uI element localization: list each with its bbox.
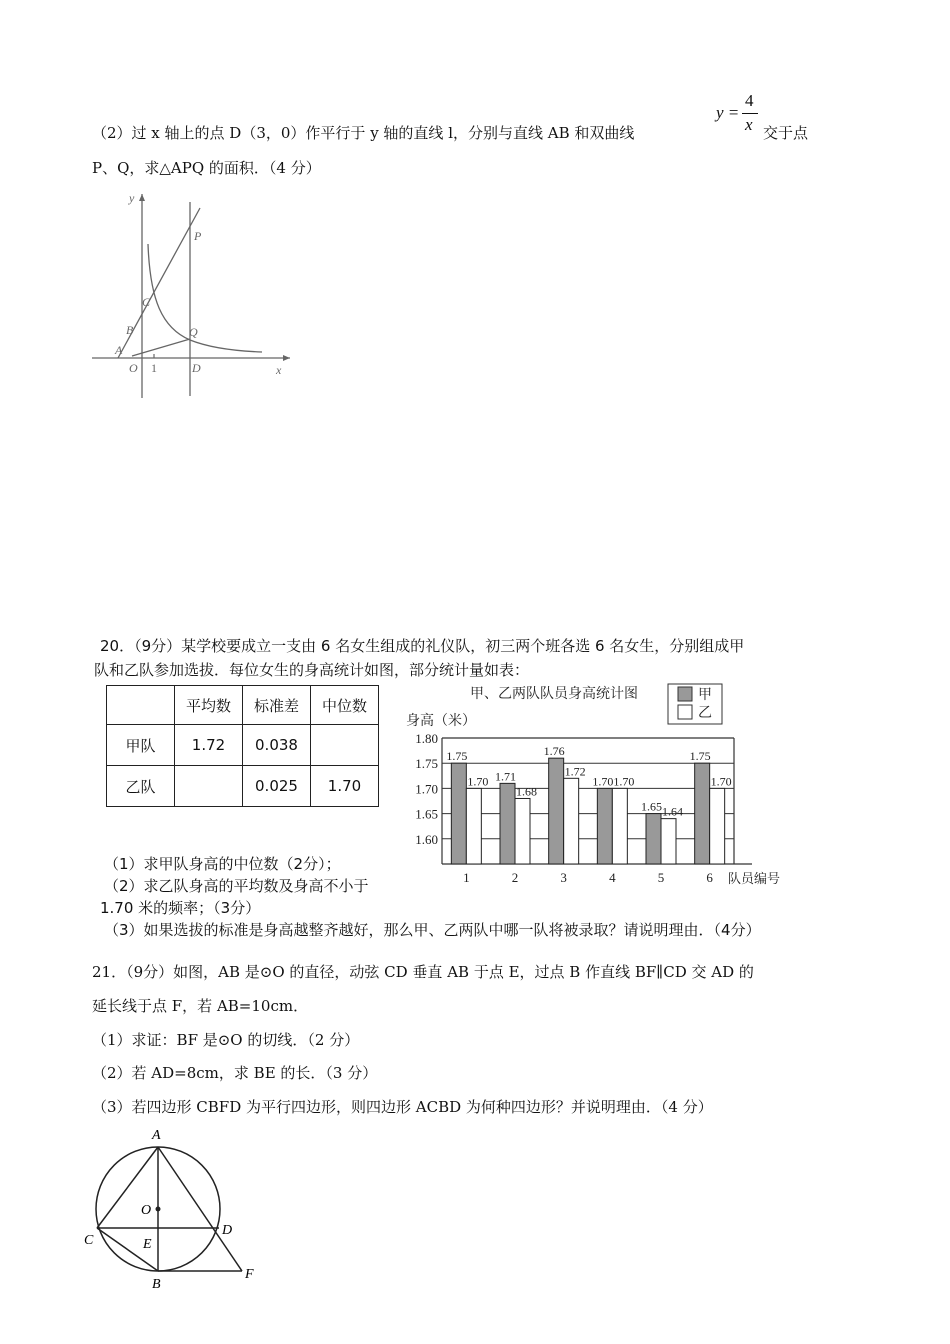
q19-part2-tail: 交于点 (763, 124, 809, 142)
y-tick-label: 1.70 (415, 781, 438, 797)
table-cell: 甲队 (107, 725, 175, 766)
y-tick-label: 1.60 (415, 831, 438, 847)
bar-yi (710, 788, 725, 864)
stats-table (106, 685, 379, 807)
table-cell: 乙队 (107, 766, 175, 807)
q21-line1: 21．（9分）如图，AB 是⊙O 的直径，动弦 CD 垂直 AB 于点 E，过点 B 作直线 BF∥CD 交 AD 的 (92, 963, 754, 981)
formula-denominator: x (745, 115, 753, 134)
legend-box (668, 684, 722, 724)
y-tick-label: 1.80 (415, 731, 438, 746)
table-cell: 0.025 (243, 766, 311, 807)
x-tick-label: 2 (511, 870, 519, 885)
table-header-row (107, 686, 379, 725)
bar-jia (695, 763, 710, 864)
table-cell (311, 725, 379, 766)
data-label: 1.70 (467, 774, 489, 789)
bar-jia (500, 783, 515, 864)
y-tick-label: 1.65 (415, 806, 438, 822)
label-y: y (129, 191, 135, 205)
bar-jia (646, 814, 661, 864)
bar-jia (597, 788, 612, 864)
q20-line2: 队和乙队参加选拔．每位女生的身高统计如图，部分统计量如表： (94, 661, 530, 679)
q21-line2: 延长线于点 F，若 AB=10cm． (92, 997, 309, 1015)
label-one: 1 (151, 361, 157, 375)
formula-numerator: 4 (745, 91, 754, 110)
x-tick-label: 4 (609, 870, 616, 885)
q19-figure (84, 188, 299, 403)
data-label: 1.68 (516, 784, 537, 799)
bar-yi (612, 788, 627, 864)
x-tick-label: 6 (706, 870, 713, 885)
x-axis-label: 队员编号 (728, 871, 781, 886)
table-header-cell: 平均数 (175, 686, 243, 725)
label-d: D (192, 361, 201, 375)
segment-af (158, 1147, 242, 1271)
q20-question1: （1）求甲队身高的中位数（2分）； (104, 855, 341, 873)
bar-yi (466, 788, 481, 864)
data-label: 1.76 (543, 744, 565, 759)
bar-yi (661, 819, 676, 864)
legend-label: 甲 (698, 688, 712, 703)
table-header-cell: 中位数 (311, 686, 379, 725)
label-x: x (276, 363, 282, 377)
table-cell: 1.72 (175, 725, 243, 766)
bar-yi (515, 798, 530, 864)
data-label: 1.71 (495, 769, 516, 784)
label-c: C (142, 295, 151, 309)
data-label: 1.70 (613, 774, 635, 789)
data-label: 1.70 (592, 774, 614, 789)
label-q: Q (189, 325, 198, 339)
data-label: 1.72 (564, 764, 586, 779)
label-b: B (152, 1277, 161, 1292)
label-d: D (222, 1223, 233, 1238)
bar-jia (451, 763, 466, 864)
table-header-cell (107, 686, 175, 725)
table-row (107, 766, 379, 807)
y-axis-arrow (139, 194, 145, 201)
table-header-cell: 标准差 (243, 686, 311, 725)
bar-yi (564, 778, 579, 864)
q21-part3: （3）若四边形 CBFD 为平行四边形，则四边形 ACBD 为何种四边形？并说明理由．（4 分） (92, 1098, 713, 1116)
table-cell: 0.038 (243, 725, 311, 766)
q19-part2-line2: P、Q，求△APQ 的面积．（4 分） (92, 159, 321, 177)
label-a: A (115, 343, 123, 357)
y-tick-label: 1.75 (415, 756, 438, 772)
bar-jia (549, 758, 564, 864)
label-a: A (152, 1128, 161, 1143)
label-o: O (141, 1203, 152, 1218)
q20-question2-line2: 1.70 米的频率；（3分） (100, 899, 261, 917)
label-c: C (84, 1233, 94, 1248)
q21-figure (78, 1120, 278, 1300)
formula-lhs: y = (716, 103, 740, 122)
table-cell (175, 766, 243, 807)
q21-part1: （1）求证：BF 是⊙O 的切线．（2 分） (92, 1031, 360, 1049)
q20-question3: （3）如果选拔的标准是身高越整齐越好，那么甲、乙两队中哪一队将被录取？请说明理由．（4分） (104, 921, 761, 939)
label-e: E (143, 1237, 152, 1252)
data-label: 1.75 (446, 749, 468, 764)
label-p: P (194, 229, 202, 243)
label-f: F (245, 1267, 254, 1282)
height-bar-chart (400, 680, 810, 890)
q21-part2: （2）若 AD=8cm，求 BE 的长．（3 分） (92, 1064, 378, 1082)
data-label: 1.64 (662, 804, 683, 819)
center-dot (156, 1207, 161, 1212)
segment-aq (132, 339, 190, 356)
label-b: B (126, 323, 134, 337)
x-tick-label: 3 (560, 870, 567, 885)
x-tick-label: 5 (657, 870, 665, 885)
formula-fraction-bar (742, 113, 758, 114)
hyperbola-curve (148, 244, 262, 352)
table-cell: 1.70 (311, 766, 379, 807)
y-axis-label: 身高（米） (406, 714, 476, 729)
table-row (107, 725, 379, 766)
x-tick-label: 1 (463, 870, 470, 885)
data-label: 1.75 (689, 749, 711, 764)
x-axis-arrow (283, 355, 290, 361)
data-label: 1.65 (641, 799, 662, 814)
chart-title: 甲、乙两队队员身高统计图 (470, 687, 638, 702)
q20-line1: 20．（9分）某学校要成立一支由 6 名女生组成的礼仪队，初三两个班各选 6 名女生，分别组成甲 (100, 637, 745, 655)
q20-question2-line1: （2）求乙队身高的平均数及身高不小于 (104, 877, 369, 895)
data-label: 1.70 (710, 774, 732, 789)
legend-swatch (678, 687, 692, 701)
legend-swatch (678, 705, 692, 719)
label-o: O (129, 361, 138, 375)
q19-part2-line1: （2）过 x 轴上的点 D（3，0）作平行于 y 轴的直线 l，分别与直线 AB 和双曲线 (92, 124, 635, 142)
legend-label: 乙 (698, 706, 712, 721)
